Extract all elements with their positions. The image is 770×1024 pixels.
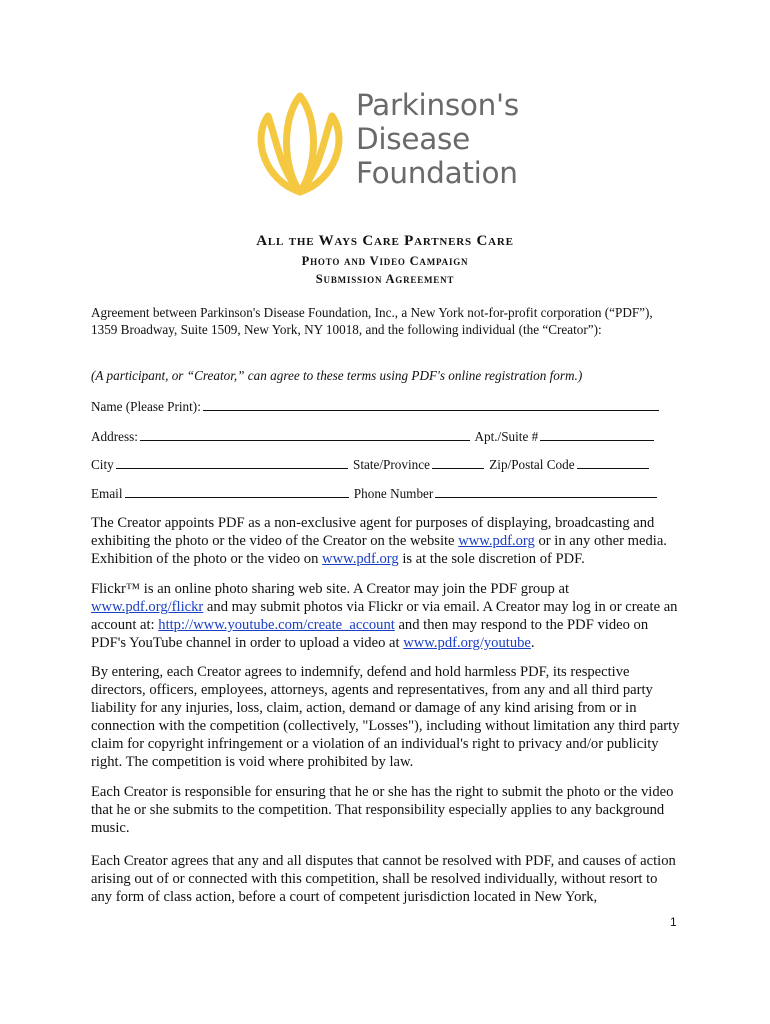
- flickr-text-2: and may submit photos via Flickr or via email. A Creator may log in or create an account at:: [91, 599, 678, 633]
- apt-label: Apt./Suite #: [474, 429, 539, 444]
- registration-note: (A participant, or “Creator,” can agree to these terms using PDF's online registration form.): [91, 368, 583, 383]
- flickr-text-4: .: [530, 635, 535, 651]
- address-field[interactable]: [140, 428, 470, 441]
- email-row: [91, 485, 659, 502]
- intro-paragraph: Agreement between Parkinson's Disease Foundation, Inc., a New York not-for-profit corporation (“PDF”), 1359 Broadway, Suite 1509, New York, NY 10018, and the following individual (the “Creator”):: [91, 305, 653, 337]
- name-field[interactable]: [203, 398, 659, 411]
- indemnify-paragraph: By entering, each Creator agrees to indemnify, defend and hold harmless PDF, its respective directors, officers, employees, attorneys, agents and representatives, from any and all third party liability for any injuries, loss, claim, action, demand or damage of any kind arising from or in connection with the competition (collectively, "Losses"), including without limitation any third party claim for copyright infringement or a violation of an individual's right to privacy and/or publicity right. The competition is void where prohibited by law.: [91, 664, 680, 770]
- apt-field[interactable]: [540, 428, 654, 441]
- zip-field[interactable]: [577, 456, 649, 469]
- page-title: All the Ways Care Partners Care: [256, 233, 514, 249]
- subtitle-agreement: Submission Agreement: [315, 272, 455, 286]
- phone-field[interactable]: [435, 485, 657, 498]
- page-number: 1: [670, 915, 677, 929]
- agent-text-3: is at the sole discretion of PDF.: [398, 551, 585, 567]
- address-row: [91, 428, 656, 445]
- flickr-paragraph: [91, 580, 681, 652]
- responsibility-paragraph: Each Creator is responsible for ensuring that he or she has the right to submit the photo or the video that he or she submits to the competition. That responsibility especially applies to any background music.: [91, 784, 674, 836]
- logo-line-1: Parkinson's: [356, 88, 519, 122]
- state-field[interactable]: [432, 456, 484, 469]
- city-field[interactable]: [116, 456, 348, 469]
- subtitle-campaign: Photo and Video Campaign: [301, 254, 469, 268]
- foundation-logo: [250, 88, 540, 200]
- name-label: Name (Please Print):: [91, 399, 201, 414]
- agent-text-1: The Creator appoints PDF as a non-exclusive agent for purposes of displaying, broadcasting and exhibiting the photo or the video of the Creator on the website: [91, 515, 655, 549]
- disputes-paragraph: Each Creator agrees that any and all disputes that cannot be resolved with PDF, and causes of action arising out of or connected with this competition, shall be resolved individually, without resort to any form of class action, before a court of competent jurisdiction located in New York,: [91, 853, 676, 905]
- agent-paragraph: [91, 514, 681, 568]
- agent-text-2: or in any other media. Exhibition of the photo or the video on: [91, 533, 667, 567]
- youtube-create-account-link[interactable]: http://www.youtube.com/create_account: [158, 617, 395, 633]
- zip-label: Zip/Postal Code: [489, 457, 575, 472]
- logo-wordmark: [356, 88, 519, 190]
- pdf-flickr-link[interactable]: www.pdf.org/flickr: [91, 599, 204, 615]
- address-label: Address:: [91, 429, 138, 444]
- pdf-website-link-2[interactable]: www.pdf.org: [322, 551, 399, 567]
- logo-line-3: Foundation: [356, 156, 518, 190]
- name-row: [91, 398, 661, 415]
- phone-label: Phone Number: [353, 486, 434, 501]
- state-label: State/Province: [353, 457, 430, 472]
- lotus-petals-icon: [250, 88, 350, 198]
- logo-line-2: Disease: [356, 122, 470, 156]
- city-row: [91, 456, 651, 473]
- flickr-text-3: and then may respond to the PDF video on PDF's YouTube channel in order to upload a video at: [91, 617, 649, 651]
- pdf-website-link[interactable]: www.pdf.org: [458, 533, 535, 549]
- email-field[interactable]: [125, 485, 349, 498]
- pdf-youtube-link[interactable]: www.pdf.org/youtube: [403, 635, 531, 651]
- email-label: Email: [91, 486, 123, 501]
- city-label: City: [91, 457, 114, 472]
- flickr-text-1: Flickr™ is an online photo sharing web site. A Creator may join the PDF group at: [91, 581, 570, 597]
